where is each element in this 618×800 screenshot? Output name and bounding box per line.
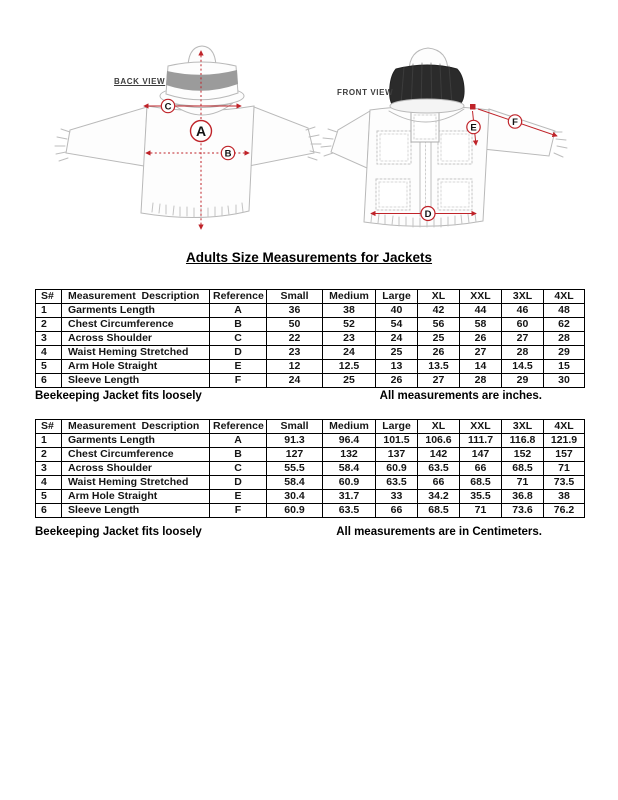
table-cell: 4 (36, 346, 62, 360)
table-cell: A (210, 304, 267, 318)
table-cell: 30 (544, 374, 585, 388)
column-header: 3XL (502, 290, 544, 304)
table-cell: 52 (323, 318, 376, 332)
table-cell: 33 (376, 490, 418, 504)
table-cell: Sleeve Length (62, 374, 210, 388)
marker-letter-d: D (424, 209, 432, 220)
column-header: Reference (210, 290, 267, 304)
table-cell: 96.4 (323, 434, 376, 448)
table-cell: D (210, 346, 267, 360)
table-cell: 58.4 (323, 462, 376, 476)
table-cell: 46 (502, 304, 544, 318)
table-cell: 25 (376, 346, 418, 360)
marker-letter-c: C (164, 101, 172, 113)
table-note-inches (35, 390, 584, 402)
table-cell: 14.5 (502, 360, 544, 374)
table-cell: 3 (36, 332, 62, 346)
table-cell: 137 (376, 448, 418, 462)
table-cell: 34.2 (418, 490, 460, 504)
jacket-diagram-svg (0, 0, 618, 248)
size-table-inches (35, 289, 585, 388)
marker-E (467, 120, 480, 133)
table-cell: 12.5 (323, 360, 376, 374)
table-header-row (36, 420, 585, 434)
table-cell: Chest Circumference (62, 448, 210, 462)
table-cell: 35.5 (460, 490, 502, 504)
table-row (36, 504, 585, 518)
table-cell: 23 (323, 332, 376, 346)
table-cell: Waist Heming Stretched (62, 346, 210, 360)
table-note-centimeters (35, 526, 584, 538)
table-cell: Garments Length (62, 434, 210, 448)
table-cell: F (210, 504, 267, 518)
note-units: All measurements are in Centimeters. (336, 526, 542, 538)
table-cell: 13.5 (418, 360, 460, 374)
table-row (36, 346, 585, 360)
column-header: Small (267, 420, 323, 434)
table-cell: 25 (323, 374, 376, 388)
table-cell: 3 (36, 462, 62, 476)
table-cell: 73.6 (502, 504, 544, 518)
table-cell: 28 (460, 374, 502, 388)
table-cell: 111.7 (460, 434, 502, 448)
table-cell: B (210, 448, 267, 462)
table-cell: 127 (267, 448, 323, 462)
table-cell: A (210, 434, 267, 448)
column-header: XL (418, 420, 460, 434)
table-cell: 60.9 (376, 462, 418, 476)
table-cell: 22 (267, 332, 323, 346)
table-cell: Across Shoulder (62, 332, 210, 346)
table-cell: 27 (460, 346, 502, 360)
table-cell: C (210, 332, 267, 346)
table-cell: 91.3 (267, 434, 323, 448)
table-cell: 147 (460, 448, 502, 462)
table-row (36, 448, 585, 462)
table-cell: Chest Circumference (62, 318, 210, 332)
table-cell: 58.4 (267, 476, 323, 490)
marker-D (421, 207, 435, 221)
table-cell: 36 (267, 304, 323, 318)
marker-letter-e: E (470, 122, 477, 134)
column-header: S# (36, 420, 62, 434)
table-cell: 29 (544, 346, 585, 360)
table-cell: Arm Hole Straight (62, 360, 210, 374)
jacket-diagrams (0, 0, 618, 248)
table-cell: Across Shoulder (62, 462, 210, 476)
table-cell: Waist Heming Stretched (62, 476, 210, 490)
page-title: Adults Size Measurements for Jackets (185, 250, 433, 265)
marker-A (191, 121, 212, 142)
column-header: Small (267, 290, 323, 304)
table-cell: 26 (418, 346, 460, 360)
table-cell: 28 (502, 346, 544, 360)
table-cell: 2 (36, 318, 62, 332)
table-cell: 27 (502, 332, 544, 346)
table-row (36, 318, 585, 332)
table-cell: 116.8 (502, 434, 544, 448)
table-cell: 2 (36, 448, 62, 462)
table-cell: 31.7 (323, 490, 376, 504)
table-cell: 73.5 (544, 476, 585, 490)
table-row (36, 434, 585, 448)
column-header: 3XL (502, 420, 544, 434)
table-cell: B (210, 318, 267, 332)
table-cell: 152 (502, 448, 544, 462)
column-header: Measurement Description (62, 420, 210, 434)
back-view-label: BACK VIEW (114, 77, 166, 86)
table-cell: 63.5 (418, 462, 460, 476)
table-row (36, 462, 585, 476)
table-cell: 157 (544, 448, 585, 462)
table-header-row (36, 290, 585, 304)
table-cell: 44 (460, 304, 502, 318)
column-header: XXL (460, 420, 502, 434)
table-cell: 55.5 (267, 462, 323, 476)
table-cell: 38 (323, 304, 376, 318)
table-cell: 36.8 (502, 490, 544, 504)
table-cell: 12 (267, 360, 323, 374)
column-header: 4XL (544, 290, 585, 304)
table-cell: F (210, 374, 267, 388)
table-cell: Arm Hole Straight (62, 490, 210, 504)
table-cell: E (210, 490, 267, 504)
jacket-front-view (321, 48, 567, 227)
column-header: Medium (323, 290, 376, 304)
table-cell: 26 (460, 332, 502, 346)
table-cell: 68.5 (460, 476, 502, 490)
note-units: All measurements are inches. (379, 390, 542, 402)
table-cell: 26 (376, 374, 418, 388)
table-row (36, 476, 585, 490)
table-cell: 6 (36, 504, 62, 518)
table-cell: C (210, 462, 267, 476)
table-cell: 68.5 (502, 462, 544, 476)
table-cell: 132 (323, 448, 376, 462)
table-cell: 28 (544, 332, 585, 346)
table-cell: 40 (376, 304, 418, 318)
column-header: Measurement Description (62, 290, 210, 304)
table-cell: 5 (36, 360, 62, 374)
column-header: 4XL (544, 420, 585, 434)
front-view-label: FRONT VIEW (337, 88, 394, 97)
table-cell: 63.5 (323, 504, 376, 518)
table-cell: 15 (544, 360, 585, 374)
column-header: Medium (323, 420, 376, 434)
table-cell: 121.9 (544, 434, 585, 448)
table-cell: 63.5 (376, 476, 418, 490)
table-cell: 66 (418, 476, 460, 490)
table-cell: Garments Length (62, 304, 210, 318)
table-row (36, 490, 585, 504)
table-cell: 56 (418, 318, 460, 332)
size-table-centimeters (35, 419, 585, 518)
table-cell: 66 (376, 504, 418, 518)
table-cell: 1 (36, 434, 62, 448)
jacket-back-view (55, 46, 321, 218)
table-cell: 71 (502, 476, 544, 490)
table-cell: 4 (36, 476, 62, 490)
table-cell: 6 (36, 374, 62, 388)
marker-F (508, 115, 521, 128)
marker-letter-a: A (195, 123, 207, 139)
table-cell: 71 (460, 504, 502, 518)
table-cell: 68.5 (418, 504, 460, 518)
table-cell: 62 (544, 318, 585, 332)
table-cell: E (210, 360, 267, 374)
marker-B (221, 146, 234, 159)
table-cell: 54 (376, 318, 418, 332)
table-cell: 24 (376, 332, 418, 346)
table-cell: 142 (418, 448, 460, 462)
column-header: S# (36, 290, 62, 304)
table-cell: 66 (460, 462, 502, 476)
marker-letter-b: B (224, 148, 232, 160)
table-cell: 58 (460, 318, 502, 332)
table-cell: 60.9 (323, 476, 376, 490)
column-header: Reference (210, 420, 267, 434)
table-cell: 13 (376, 360, 418, 374)
column-header: XXL (460, 290, 502, 304)
table-cell: 14 (460, 360, 502, 374)
table-cell: 23 (267, 346, 323, 360)
table-row (36, 360, 585, 374)
table-cell: 101.5 (376, 434, 418, 448)
note-fit: Beekeeping Jacket fits loosely (35, 526, 202, 538)
table-cell: 30.4 (267, 490, 323, 504)
marker-letter-f: F (512, 117, 518, 128)
table-cell: Sleeve Length (62, 504, 210, 518)
table-cell: 38 (544, 490, 585, 504)
table-cell: 60 (502, 318, 544, 332)
table-cell: 25 (418, 332, 460, 346)
table-cell: 50 (267, 318, 323, 332)
column-header: Large (376, 420, 418, 434)
table-cell: D (210, 476, 267, 490)
table-cell: 24 (323, 346, 376, 360)
marker-C (161, 99, 174, 112)
table-row (36, 374, 585, 388)
table-cell: 5 (36, 490, 62, 504)
table-cell: 71 (544, 462, 585, 476)
note-fit: Beekeeping Jacket fits loosely (35, 390, 202, 402)
table-row (36, 304, 585, 318)
table-cell: 42 (418, 304, 460, 318)
column-header: Large (376, 290, 418, 304)
table-cell: 76.2 (544, 504, 585, 518)
table-row (36, 332, 585, 346)
zipper-chest-box (411, 112, 439, 142)
table-cell: 106.6 (418, 434, 460, 448)
table-cell: 48 (544, 304, 585, 318)
table-cell: 29 (502, 374, 544, 388)
table-cell: 1 (36, 304, 62, 318)
column-header: XL (418, 290, 460, 304)
table-cell: 60.9 (267, 504, 323, 518)
table-cell: 24 (267, 374, 323, 388)
table-cell: 27 (418, 374, 460, 388)
